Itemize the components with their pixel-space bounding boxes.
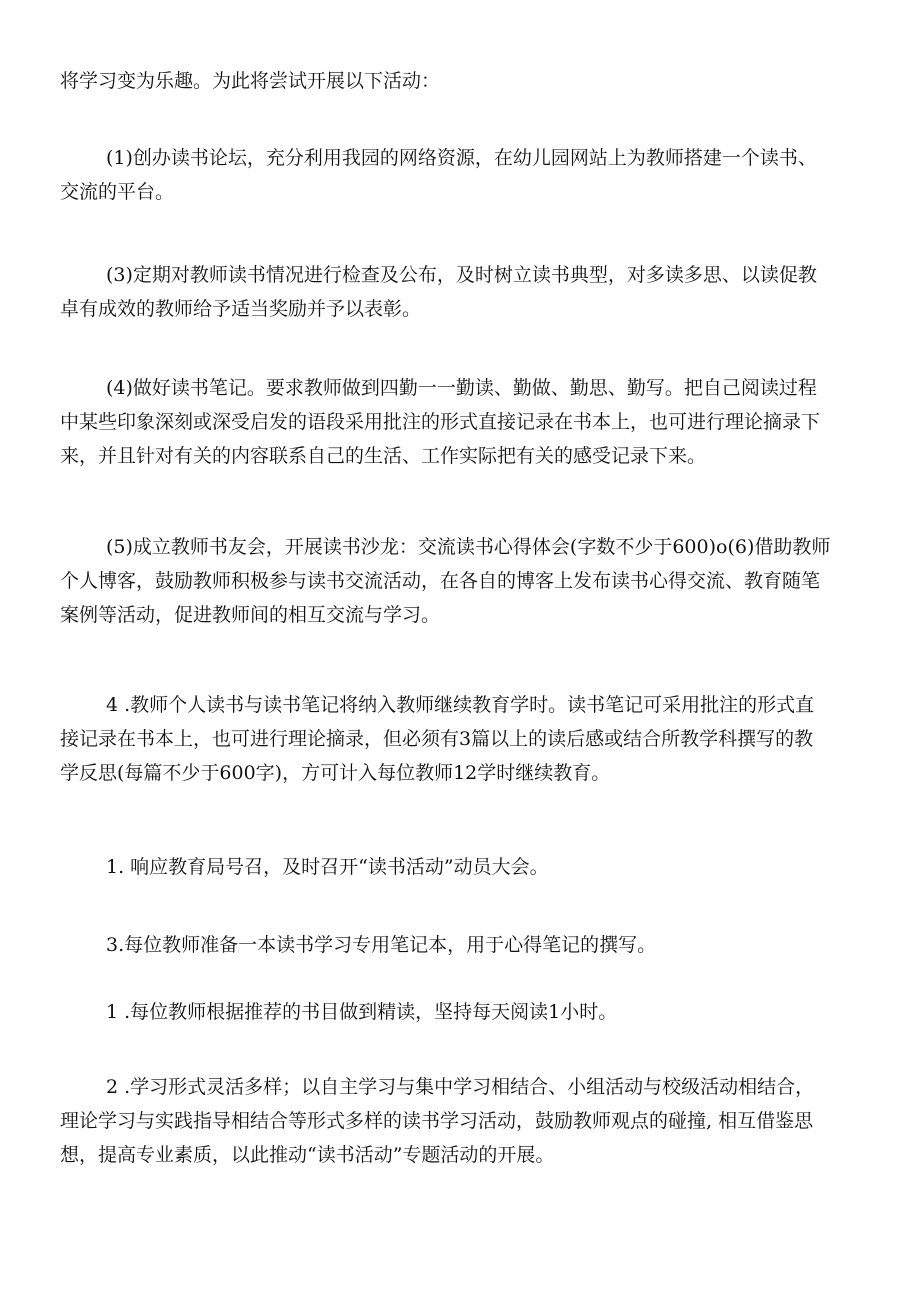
text-line: 4 .教师个人读书与读书笔记将纳入教师继续教育学时。读书笔记可采用批注的形式直 [106, 694, 815, 716]
paragraph-item-4-continuing-education [60, 688, 868, 790]
text-line: (4)做好读书笔记。要求教师做到四勤一一勤读、勤做、勤思、勤写。把自己阅读过程 [106, 377, 817, 399]
text-line: 交流的平台。 [60, 181, 175, 203]
text-line: 卓有成效的教师给予适当奖励并予以表彰。 [60, 298, 422, 320]
text-line: 案例等活动，促进教师间的相互交流与学习。 [60, 604, 441, 626]
text-line: 3.每位教师准备一本读书学习专用笔记本，用于心得笔记的撰写。 [106, 934, 657, 956]
text-line: 接记录在书本上，也可进行理论摘录，但必须有3篇以上的读后感或结合所教学科撰写的教 [60, 728, 814, 750]
text-line: (5)成立教师书友会，开展读书沙龙：交流读书心得体会(字数不少于600)o(6)借助教师 [106, 536, 831, 558]
text-line: (3)定期对教师读书情况进行检查及公布，及时树立读书典型，对多读多思、以读促教 [106, 264, 817, 286]
paragraph-intro [60, 64, 868, 98]
paragraph-step-1-reading [60, 995, 868, 1029]
paragraph-step-1 [60, 850, 868, 884]
text-line: (1)创办读书论坛，充分利用我园的网络资源，在幼儿园网站上为教师搭建一个读书、 [106, 147, 817, 169]
text-line: 来，并且针对有关的内容联系自己的生活、工作实际把有关的感受记录下来。 [60, 445, 707, 467]
text-line: 理论学习与实践指导相结合等形式多样的读书学习活动，鼓励教师观点的碰撞, 相互借鉴思 [60, 1110, 814, 1132]
text-line: 个人博客，鼓励教师积极参与读书交流活动，在各自的博客上发布读书心得交流、教育随笔 [60, 570, 821, 592]
text-line: 学反思(每篇不少于600字)，方可计入每位教师12学时继续教育。 [60, 762, 611, 784]
paragraph-step-3 [60, 928, 868, 962]
paragraph-step-2 [60, 1070, 868, 1172]
paragraph-item-3 [60, 258, 868, 326]
paragraph-item-1 [60, 141, 868, 209]
text-line: 1 .每位教师根据推荐的书目做到精读，坚持每天阅读1小时。 [106, 1001, 618, 1023]
text-line: 想，提高专业素质，以此推动“读书活动”专题活动的开展。 [60, 1144, 555, 1166]
paragraph-item-4 [60, 371, 868, 473]
text-line: 1. 响应教育局号召，及时召开“读书活动”动员大会。 [106, 856, 549, 878]
text-line: 将学习变为乐趣。为此将尝试开展以下活动： [60, 70, 441, 92]
text-line: 中某些印象深刻或深受启发的语段采用批注的形式直接记录在书本上，也可进行理论摘录下 [60, 411, 821, 433]
text-line: 2 .学习形式灵活多样；以自主学习与集中学习相结合、小组活动与校级活动相结合， [106, 1076, 815, 1098]
paragraph-item-5 [60, 530, 868, 632]
